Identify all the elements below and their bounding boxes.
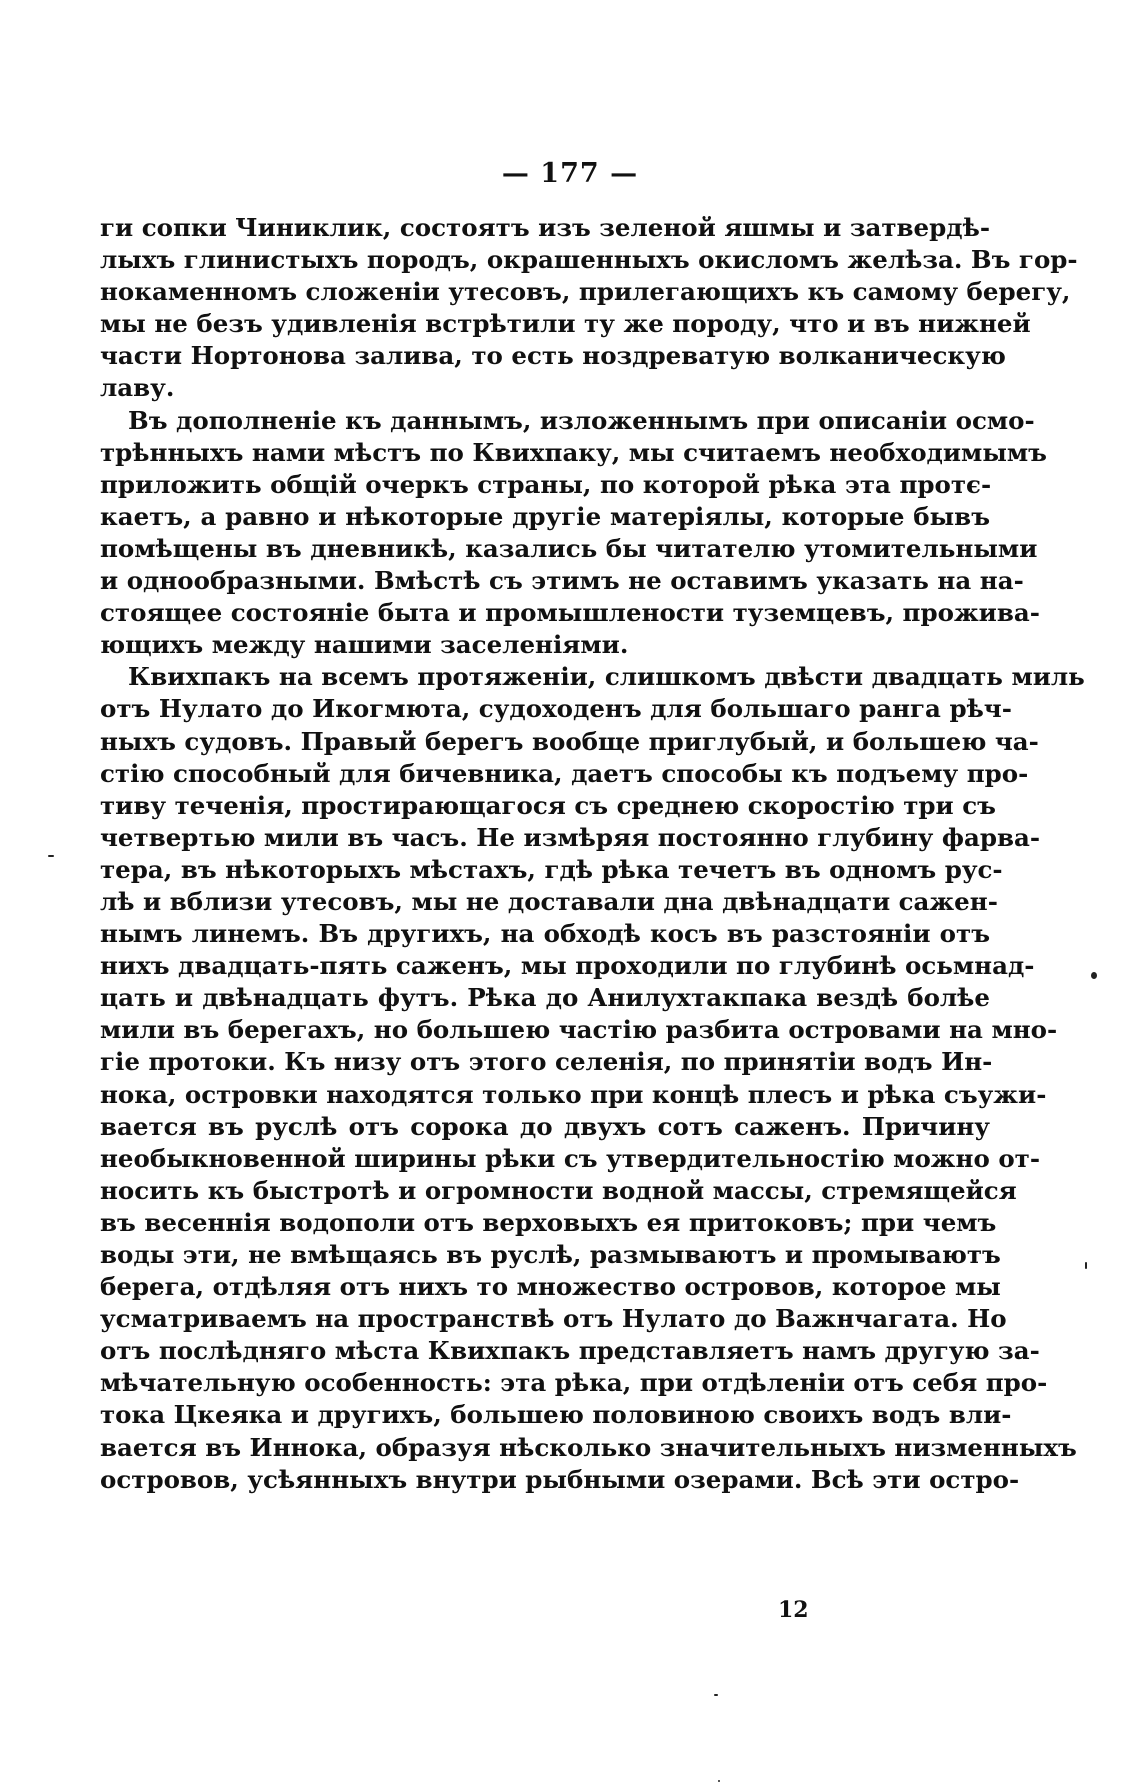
- text-line: воды эти, не вмѣщаясь въ руслѣ, размываютъ и промываютъ: [100, 1240, 1001, 1269]
- text-line: отъ послѣдняго мѣста Квихпакъ представляетъ намъ другую за-: [100, 1336, 1040, 1366]
- text-line: мы не безъ удивленія встрѣтили ту же породу, что и въ нижней: [100, 309, 1031, 339]
- text-line: цать и двѣнадцать футъ. Рѣка до Анилухтакпака вездѣ болѣе: [100, 983, 990, 1013]
- text-line: въ весеннія водополи отъ верховыхъ ея притоковъ; при чемъ: [100, 1207, 997, 1237]
- text-line: трѣнныхъ нами мѣстъ по Квихпаку, мы считаемъ необходимымъ: [100, 437, 1047, 467]
- text-line: Въ дополненіе къ даннымъ, изложеннымъ при описаніи осмо-: [128, 405, 1035, 435]
- text-line: приложить общій очеркъ страны, по которой рѣка эта протє-: [100, 469, 992, 499]
- text-line: лаву.: [100, 373, 175, 403]
- text-line: берега, отдѣляя отъ нихъ то множество островов, которое мы: [100, 1272, 1001, 1302]
- scan-speck: [1085, 1262, 1087, 1269]
- text-line: четвертью мили въ часъ. Не измѣряя постоянно глубину фарва-: [100, 822, 1041, 852]
- text-line: носить къ быстротѣ и огромности водной массы, стремящейся: [100, 1175, 1017, 1205]
- text-line: нымъ линемъ. Въ другихъ, на обходѣ косъ въ разстояніи отъ: [100, 919, 990, 949]
- scan-speck: [48, 855, 54, 857]
- text-line: лыхъ глинистыхъ породъ, окрашенныхъ окисломъ желѣза. Въ гор-: [100, 245, 1078, 275]
- text-line: и однообразными. Вмѣстѣ съ этимъ не оставимъ указать на на-: [100, 566, 1024, 596]
- text-line: Квихпакъ на всемъ протяженіи, слишкомъ двѣсти двадцать миль: [128, 662, 1085, 692]
- text-line: части Нортонова залива, то есть ноздреватую волканическую: [100, 341, 1006, 371]
- text-line: вается въ Иннока, образуя нѣсколько значительныхъ низменныхъ: [100, 1432, 1077, 1462]
- text-line: отъ Нулато до Икогмюта, судоходенъ для большаго ранга рѣч-: [100, 694, 1012, 724]
- text-line: помѣщены въ дневникѣ, казались бы читателю утомительными: [100, 533, 1038, 563]
- text-line: усматриваемъ на пространствѣ отъ Нулато до Важнчагата. Но: [100, 1304, 1007, 1334]
- text-line: стоящее состояніе быта и промышлености туземцевъ, прожива-: [100, 598, 1040, 628]
- paragraph-3: [100, 661, 1085, 1495]
- text-line: каетъ, а равно и нѣкоторые другіе матеріялы, которые бывъ: [100, 501, 990, 531]
- text-line: тиву теченія, простирающагося съ среднею скоростію три съ: [100, 790, 996, 820]
- text-line: вается въ руслѣ отъ сорока до двухъ сотъ саженъ. Причину: [100, 1111, 990, 1141]
- text-line: ныхъ судовъ. Правый берегъ вообще приглубый, и большею ча-: [100, 726, 1039, 756]
- text-line: мили въ берегахъ, но большею частію разбита островами на мно-: [100, 1015, 1058, 1045]
- text-line: гіе протоки. Къ низу отъ этого селенія, по принятіи водъ Ин-: [100, 1047, 993, 1077]
- body-text: [100, 212, 1085, 1496]
- text-line: ги сопки Чиниклик, состоятъ изъ зеленой яшмы и затвердѣ-: [100, 213, 990, 242]
- text-line: лѣ и вблизи утесовъ, мы не доставали дна двѣнадцати сажен-: [100, 886, 998, 916]
- text-line: нихъ двадцать-пять саженъ, мы проходили по глубинѣ осьмнад-: [100, 951, 1035, 981]
- text-line: необыкновенной ширины рѣки съ утвердительностію можно от-: [100, 1143, 1041, 1173]
- text-line: ющихъ между нашими заселеніями.: [100, 630, 629, 660]
- page-number: — 177 —: [501, 158, 639, 189]
- text-line: мѣчательную особенность: эта рѣка, при отдѣленіи отъ себя про-: [100, 1368, 1048, 1398]
- text-line: стію способный для бичевника, даетъ способы къ подъему про-: [100, 758, 1029, 788]
- text-line: тока Цкеяка и другихъ, большею половиною своихъ водъ вли-: [100, 1400, 1012, 1430]
- scan-speck: [714, 1694, 718, 1696]
- text-line: тера, въ нѣкоторыхъ мѣстахъ, гдѣ рѣка течетъ въ одномъ рус-: [100, 854, 1003, 884]
- paragraph-2: [100, 405, 1047, 662]
- text-line: нока, островки находятся только при концѣ плесъ и рѣка съужи-: [100, 1079, 1047, 1109]
- paragraph-1: [100, 212, 1078, 405]
- signature-mark: 12: [778, 1597, 809, 1623]
- scan-speck: [1091, 972, 1097, 979]
- text-line: островов, усѣянныхъ внутри рыбными озерами. Всѣ эти остро-: [100, 1464, 1020, 1494]
- text-line: нокаменномъ сложеніи утесовъ, прилегающихъ къ самому берегу,: [100, 277, 1071, 307]
